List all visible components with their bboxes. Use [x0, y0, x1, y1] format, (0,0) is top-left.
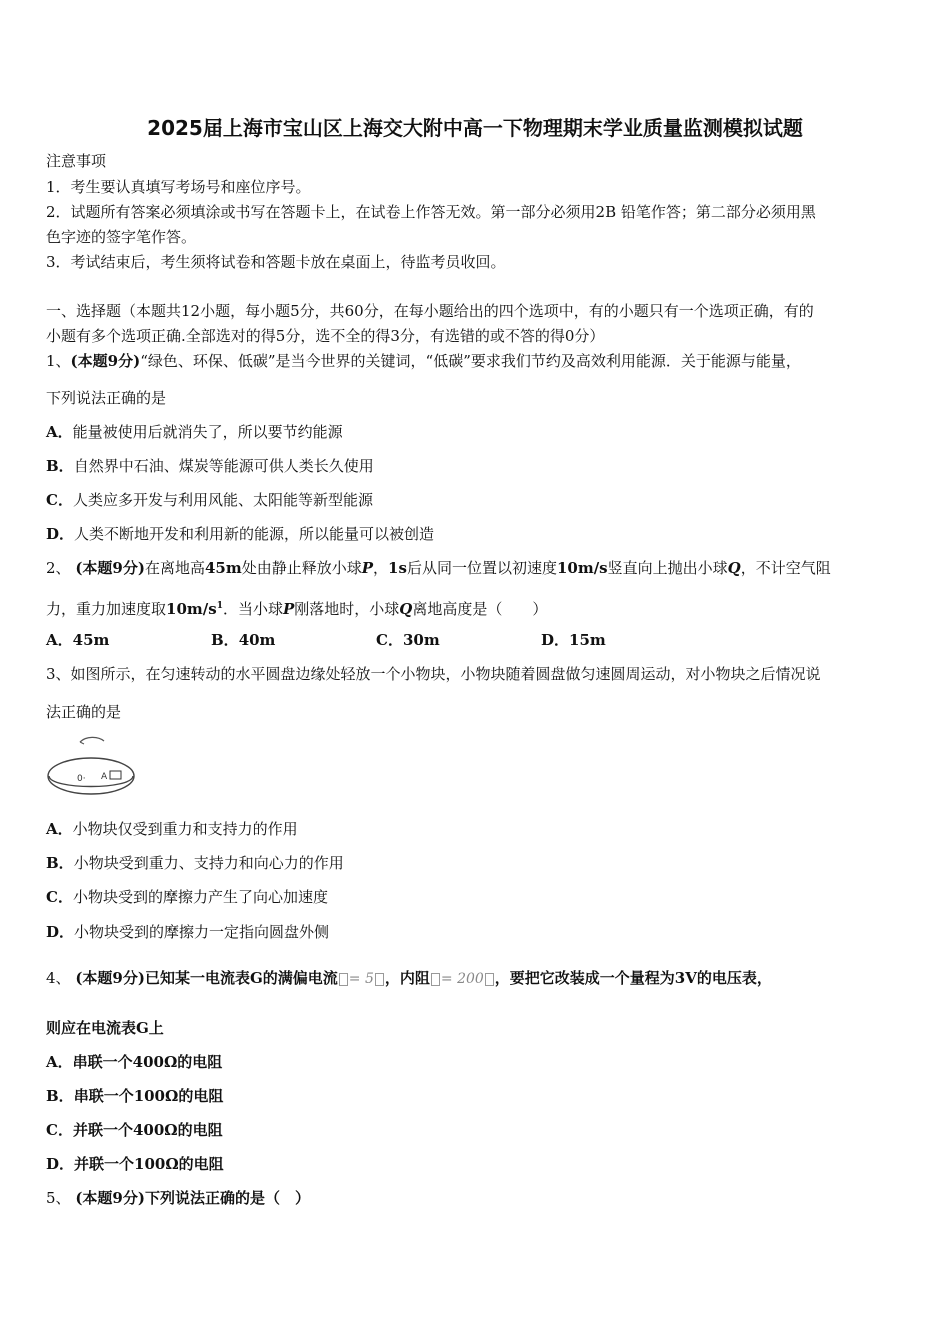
option-text: 45m [72, 631, 110, 649]
question-1-option-c[interactable] [46, 490, 373, 510]
option-label: C． [46, 888, 73, 906]
notice-heading: 注意事项 [46, 152, 107, 170]
notice-item-1: 1．考生要认真填写考场号和座位序号。 [46, 178, 311, 196]
question-2-line-1 [46, 558, 831, 578]
option-text: 15m [569, 631, 606, 649]
question-1-score: (本题9分) [70, 352, 141, 370]
value-speed: 10m/s [556, 559, 608, 577]
question-3-option-b[interactable] [46, 853, 344, 873]
section-intro-2: 小题有多个选项正确.全部选对的得5分，选不全的得3分，有选错的或不答的得0分） [46, 327, 605, 345]
value-height: 45m [204, 559, 242, 577]
symbol-p: P [361, 559, 374, 577]
question-2-number: 2、 [46, 559, 71, 577]
question-5-line-1 [46, 1188, 310, 1208]
question-2-option-b[interactable] [211, 630, 275, 650]
question-4-line-2: 则应在电流表G上 [46, 1019, 164, 1037]
text-segment: 离地高度是（ ） [412, 600, 548, 618]
text-segment: ，不计空气阻 [740, 559, 831, 577]
question-1-option-d[interactable] [46, 524, 434, 544]
question-4-option-d[interactable] [46, 1154, 224, 1174]
notice-item-2-cont: 色字迹的签字笔作答。 [46, 228, 197, 246]
option-text: 串联一个100Ω的电阻 [73, 1087, 224, 1105]
option-label: D． [46, 525, 75, 543]
text-segment: 力，重力加速度取 [46, 600, 167, 618]
option-text: 40m [238, 631, 276, 649]
question-3-line-1: 3、如图所示，在匀速转动的水平圆盘边缘处轻放一个小物块，小物块随着圆盘做匀速圆周运动，对小物块之后情况说 [46, 665, 821, 683]
formula-internal-resistance: = 200 [440, 971, 484, 987]
question-2-line-2 [46, 596, 547, 619]
page-title: 2025届上海市宝山区上海交大附中高一下物理期末学业质量监测模拟试题 [147, 116, 803, 140]
formula-placeholder [431, 973, 440, 986]
option-label: A． [46, 423, 73, 441]
question-2-option-c[interactable] [376, 630, 440, 650]
option-text: 小物块仅受到重力和支持力的作用 [72, 820, 298, 838]
option-label: B． [46, 854, 74, 872]
rotating-disk-figure [44, 728, 140, 808]
option-label: C． [46, 1121, 73, 1139]
text-segment: ，内阻 [384, 969, 430, 987]
question-1-line-2: 下列说法正确的是 [46, 389, 167, 407]
option-text: 并联一个400Ω的电阻 [72, 1121, 223, 1139]
option-label: A． [46, 1053, 73, 1071]
option-label: B． [46, 1087, 74, 1105]
text-segment: 竖直向上抛出小球 [607, 559, 728, 577]
question-4-option-c[interactable] [46, 1120, 223, 1140]
question-3-option-a[interactable] [46, 819, 298, 839]
option-label: C． [376, 631, 403, 649]
option-text: 人类应多开发与利用风能、太阳能等新型能源 [72, 491, 373, 509]
formula-placeholder [485, 973, 494, 986]
option-label: D． [46, 1155, 75, 1173]
symbol-p: P [282, 600, 295, 618]
question-2-score: (本题9分) [75, 559, 145, 577]
option-label: A． [46, 820, 73, 838]
value-time: 1s [388, 559, 407, 577]
question-1-number: 1、 [46, 352, 71, 370]
formula-placeholder [339, 973, 348, 986]
question-2-option-d[interactable] [541, 630, 606, 650]
block-label: A [101, 772, 108, 782]
question-4-score: (本题9分) [75, 969, 145, 987]
text-segment: ．当小球 [222, 600, 283, 618]
text-segment: ， [373, 559, 389, 577]
question-1-option-b[interactable] [46, 456, 374, 476]
option-text: 人类不断地开发和利用新的能源，所以能量可以被创造 [74, 525, 435, 543]
symbol-q: Q [399, 600, 413, 618]
option-label: A． [46, 631, 73, 649]
option-text: 能量被使用后就消失了，所以要节约能源 [72, 423, 343, 441]
text-segment: 后从同一位置以初速度 [406, 559, 557, 577]
option-label: C． [46, 491, 73, 509]
question-4-option-a[interactable] [46, 1052, 222, 1072]
question-3-line-2: 法正确的是 [46, 703, 122, 721]
option-text: 串联一个400Ω的电阻 [72, 1053, 223, 1071]
text-segment: 在离地高 [144, 559, 205, 577]
question-4-line-1 [46, 968, 772, 989]
formula-full-scale-current: = 5 [348, 971, 374, 987]
formula-placeholder [375, 973, 384, 986]
notice-item-3: 3．考试结束后，考生须将试卷和答题卡放在桌面上，待监考员收回。 [46, 253, 506, 271]
option-label: D． [46, 923, 75, 941]
question-1-option-a[interactable] [46, 422, 343, 442]
question-1-text: “绿色、环保、低碳”是当今世界的关键词，“低碳”要求我们节约及高效利用能源．关于能源与能量， [140, 352, 801, 370]
text-segment: 已知某一电流表G的满偏电流 [144, 969, 338, 987]
question-3-option-c[interactable] [46, 887, 328, 907]
small-block [110, 771, 121, 779]
option-label: B． [46, 457, 74, 475]
option-text: 自然界中石油、煤炭等能源可供人类长久使用 [73, 457, 374, 475]
text-segment: 刚落地时，小球 [294, 600, 400, 618]
text-segment: 处由静止释放小球 [241, 559, 362, 577]
symbol-q: Q [727, 559, 741, 577]
gravity-exponent: 1 [216, 601, 223, 611]
option-text: 小物块受到的摩擦力一定指向圆盘外侧 [74, 923, 330, 941]
text-segment: ，要把它改装成一个量程为3V的电压表， [494, 969, 772, 987]
question-5-score: (本题9分) [75, 1189, 145, 1207]
question-5-text: 下列说法正确的是（ ） [144, 1189, 310, 1207]
option-text: 小物块受到重力、支持力和向心力的作用 [73, 854, 344, 872]
option-label: B． [211, 631, 239, 649]
notice-item-2: 2．试题所有答案必须填涂或书写在答题卡上，在试卷上作答无效。第一部分必须用2B 铅笔作答；第二部分必须用黑 [46, 203, 816, 221]
question-5-number: 5、 [46, 1189, 71, 1207]
value-gravity: 10m/s [166, 600, 217, 618]
section-intro-1: 一、选择题（本题共12小题，每小题5分，共60分，在每小题给出的四个选项中，有的小题只有一个选项正确，有的 [46, 302, 814, 320]
question-1-line-1 [46, 351, 801, 371]
option-text: 并联一个100Ω的电阻 [74, 1155, 224, 1173]
option-text: 小物块受到的摩擦力产生了向心加速度 [72, 888, 328, 906]
question-4-option-b[interactable] [46, 1086, 223, 1106]
option-text: 30m [402, 631, 440, 649]
question-2-option-a[interactable] [46, 630, 109, 650]
question-3-option-d[interactable] [46, 922, 329, 942]
option-label: D． [541, 631, 570, 649]
disk-center-label: 0· [77, 774, 86, 784]
question-4-number: 4、 [46, 969, 71, 987]
